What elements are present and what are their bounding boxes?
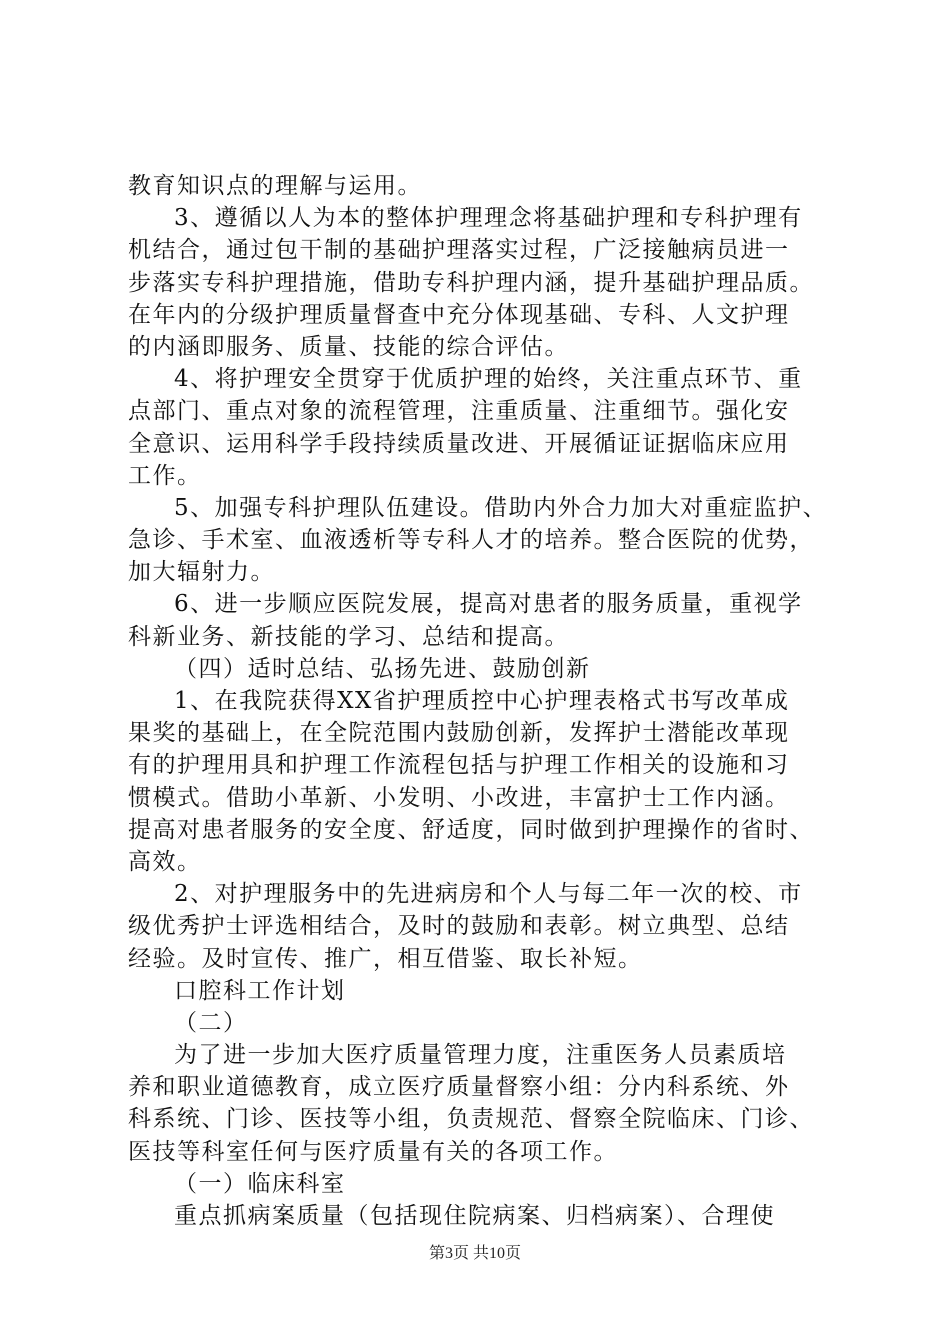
text-line: 步落实专科护理措施，借助专科护理内涵，提升基础护理品质。 [128, 269, 814, 296]
text-line: 加大辐射力。 [128, 559, 275, 586]
text-line: 重点抓病案质量（包括现住院病案、归档病案）、合理使 [174, 1203, 775, 1229]
text-line: 在年内的分级护理质量督查中充分体现基础、专科、人文护理 [128, 301, 790, 328]
text-line: 经验。及时宣传、推广，相互借鉴、取长补短。 [128, 945, 643, 972]
text-line: 科新业务、新技能的学习、总结和提高。 [128, 623, 569, 650]
text-line: 的内涵即服务、质量、技能的综合评估。 [128, 333, 569, 360]
text-line: 高效。 [128, 848, 202, 875]
text-line: 医技等科室任何与医疗质量有关的各项工作。 [128, 1138, 618, 1165]
text-line: 为了进一步加大医疗质量管理力度，注重医务人员素质培 [174, 1042, 787, 1069]
text-line: 提高对患者服务的安全度、舒适度，同时做到护理操作的省时、 [128, 816, 814, 843]
text-line: 1、在我院获得XX省护理质控中心护理表格式书写改革成 [174, 688, 790, 714]
text-line: 3、遵循以人为本的整体护理理念将基础护理和专科护理有 [174, 205, 803, 232]
text-line: 科系统、门诊、医技等小组，负责规范、督察全院临床、门诊、 [128, 1106, 814, 1133]
text-line: 口腔科工作计划 [174, 977, 346, 1004]
text-line: 教育知识点的理解与运用。 [128, 173, 422, 199]
document-body [128, 170, 828, 1232]
text-line: 急诊、手术室、血液透析等专科人才的培养。整合医院的优势， [128, 527, 814, 554]
text-line: 机结合，通过包干制的基础护理落实过程，广泛接触病员进一 [128, 237, 790, 264]
text-line: 惯模式。借助小革新、小发明、小改进，丰富护士工作内涵。 [128, 784, 790, 811]
text-line: 6、进一步顺应医院发展，提高对患者的服务质量，重视学 [174, 591, 803, 618]
text-line: 2、对护理服务中的先进病房和个人与每二年一次的校、市 [174, 881, 803, 908]
text-line: 工作。 [128, 462, 202, 489]
text-line: 点部门、重点对象的流程管理，注重质量、注重细节。强化安 [128, 398, 790, 425]
text-line: 果奖的基础上，在全院范围内鼓励创新，发挥护士潜能改革现 [128, 720, 790, 747]
text-line: 4、将护理安全贯穿于优质护理的始终，关注重点环节、重 [174, 366, 803, 393]
text-line: 全意识、运用科学手段持续质量改进、开展循证证据临床应用 [128, 430, 790, 457]
text-line: 有的护理用具和护理工作流程包括与护理工作相关的设施和习 [128, 752, 790, 779]
text-line: 5、加强专科护理队伍建设。借助内外合力加大对重症监护、 [174, 494, 828, 521]
page-footer: 第3页 共10页 [428, 1245, 521, 1262]
text-line: 养和职业道德教育，成立医疗质量督察小组：分内科系统、外 [128, 1074, 790, 1101]
text-line: （一）临床科室 [174, 1170, 346, 1197]
text-line: （四）适时总结、弘扬先进、鼓励创新 [174, 655, 591, 682]
text-line: （二） [174, 1009, 248, 1036]
text-line: 级优秀护士评选相结合，及时的鼓励和表彰。树立典型、总结 [128, 913, 790, 940]
